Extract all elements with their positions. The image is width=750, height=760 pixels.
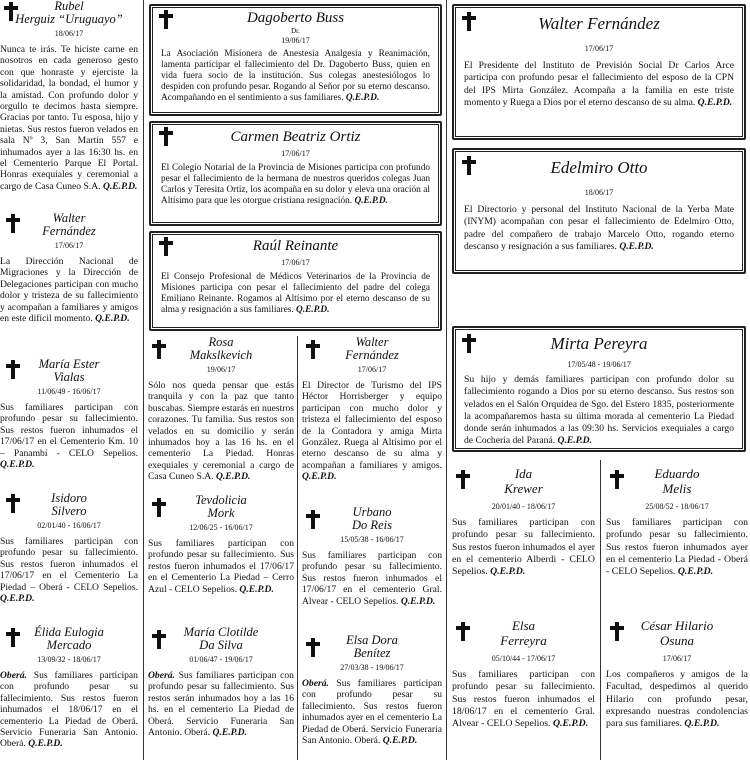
date: 17/06/17: [357, 365, 387, 374]
deceased-name: Urbano Do Reis: [352, 505, 392, 532]
date: 17/05/48 - 19/06/17: [567, 360, 631, 369]
obituary-rubel-herguiz: [0, 0, 138, 192]
obituary-maria-clotilde-da-silva: [148, 626, 294, 738]
cross-icon: [462, 334, 476, 353]
deceased-name: Mirta Pereyra: [550, 334, 648, 353]
cross-icon: [6, 360, 20, 379]
cross-icon: [610, 470, 624, 489]
date: 01/06/47 - 19/06/17: [189, 655, 253, 664]
cross-icon: [6, 214, 20, 233]
cross-icon: [159, 127, 173, 146]
date: 02/01/40 - 16/06/17: [37, 521, 101, 530]
date: 05/10/44 - 17/06/17: [491, 654, 556, 663]
date: 17/06/17: [54, 241, 84, 250]
obituary-elida-mercado: [0, 626, 138, 750]
boxed-obituary-walter-fernandez-ips: [452, 4, 746, 140]
boxed-obituary-carmen-ortiz: [149, 121, 442, 226]
obituary-eduardo-melis: [606, 466, 748, 578]
date: 17/06/17: [281, 258, 310, 267]
obituary-maria-ester-vialas: [0, 358, 138, 470]
date: 25/08/52 - 18/06/17: [645, 502, 709, 511]
obituary-tevdolicia-mork: [148, 494, 294, 595]
deceased-name: Ida Krewer: [504, 466, 543, 496]
obituary-rosa-makslkevich: [148, 336, 294, 483]
date: 17/06/17: [584, 44, 614, 53]
notice-text: Sus familiares participan con profundo pesar su fallecimiento. Sus restos fueron inhumados el 17/06/17 en el Cementerio La Piedad – Cerro Azul - CELO Sepelios. Q.E.P.D.: [148, 538, 294, 595]
cross-icon: [456, 622, 470, 641]
boxed-obituary-dagoberto-buss: [149, 4, 442, 116]
obituary-elsa-dora-benitez: [302, 634, 442, 746]
obituary-urbano-do-reis: [302, 506, 442, 607]
deceased-name: Walter Fernández: [538, 14, 660, 33]
notice-text: El Presidente del Instituto de Previsión Social Dr Carlos Arce participa con profundo pesar el fallecimiento del esposo de la CPN del IPS Mirta González. Acompaña a la familia en este triste momento y Ruega a Dios por el eterno descanso de su alma. Q.E.P.D.: [464, 60, 734, 108]
deceased-name: Raúl Reinante: [252, 238, 339, 254]
date: 27/03/38 - 19/06/17: [340, 663, 404, 672]
notice-text: Sus familiares participan con profundo pesar su fallecimiento. Sus restos fueron inhumados ayer en el cementerio La Piedad - Oberá - CELO Sepelios. Q.E.P.D.: [606, 517, 748, 578]
deceased-name: Rubel Herguiz “Uruguayo”: [15, 0, 123, 26]
boxed-obituary-mirta-pereyra: [452, 326, 746, 452]
notice-text: Sus familiares participan con profundo pesar su fallecimiento. Sus restos fueron inhumados el 17/06/17 en el Cementerio La Piedad – Oberá - CELO Sepelios. Q.E.P.D.: [0, 536, 138, 605]
notice-text: La Dirección Nacional de Migraciones y la Dirección de Delegaciones participan con mucho dolor y tristeza de su fallecimiento y acompañan a familiares y amigos en este difícil momento. Q.E.P.D.: [0, 256, 138, 325]
deceased-name: Carmen Beatriz Ortiz: [230, 129, 361, 145]
deceased-name: Edelmiro Otto: [550, 158, 648, 177]
notice-text: La Asociación Misionera de Anestesia Analgesia y Reanimación, lamenta participar el fallecimiento del Dr. Dagoberto Buss, quien en vida fuera socio de la institución. Sus colegas anestesiólogos lo despiden con profundo pesar. Rogando al Señor por su eterno descanso. Acompañando en el sentimiento a sus familiares. Q.E.P.D.: [161, 49, 430, 103]
notice-text: El Directorio y personal del Instituto Nacional de la Yerba Mate (INYM) acompañan con pesar el fallecimiento de Edelmiro Otto, padre del compañero de trabajo Marcelo Otto, rogando eterno descanso y resignación a sus familiares. Q.E.P.D.: [464, 204, 734, 252]
notice-text: El Colegio Notarial de la Provincia de Misiones participa con profundo pesar el fallecimiento de la hermana de nuestros queridos colegas Juan Carlos y Teresita Ortiz, los acompaña en su dolor y eleva una oración al Altísimo para que les otorgue cristiana resignación. Q.E.P.D.: [161, 163, 430, 206]
deceased-name: Isidoro Silvero: [51, 491, 87, 518]
date: 18/06/17: [584, 188, 614, 197]
cross-icon: [159, 10, 173, 29]
notice-text: El Consejo Profesional de Médicos Veterinarios de la Provincia de Misiones participa con pesar el fallecimiento del padre del colega Emiliano Reinante. Rogamos al Altísimo por el eterno descanso de su alma y resignación a sus familiares. Q.E.P.D.: [161, 272, 430, 315]
cross-icon: [6, 494, 20, 513]
cross-icon: [306, 340, 320, 359]
notice-text: Oberá. Sus familiares participan con profundo pesar su fallecimiento. Sus restos serán inhumados hoy a las 16 hs. en el cementerio La Piedad de Oberá. Servicio Funeraria San Antonio. Oberá. Q.E.P.D.: [148, 670, 294, 739]
date: 17/06/17: [281, 149, 310, 158]
notice-text: Sólo nos queda pensar que estás tranquila y con la paz que tanto buscabas. Siempre estarás en nuestros corazones. Tu familia. Sus restos son velados en su domicilio y serán inhumados hoy a las 16 hs. en el cementerio La Piedad. Honras exequiales y ceremonial a cargo de Casa Cuneo S.A. Q.E.P.D.: [148, 380, 294, 483]
boxed-obituary-edelmiro-otto: [452, 148, 746, 274]
obituary-isidoro-silvero: [0, 492, 138, 604]
notice-text: Sus familiares participan con profundo pesar su fallecimiento. Sus restos fueron inhumados el 18/06/17 en el cementerio Gral. Alvear - CELO Sepelios. Q.E.P.D.: [452, 669, 595, 730]
date: 13/09/32 - 18/06/17: [37, 655, 101, 664]
cross-icon: [152, 630, 166, 649]
deceased-name: Elsa Ferreyra: [500, 618, 547, 648]
deceased-name: Élida Eulogia Mercado: [34, 625, 104, 652]
deceased-name: Walter Fernández: [42, 211, 96, 238]
notice-text: El Director de Turismo del IPS Héctor Horrisberger y equipo participan con mucho dolor y tristeza el fallecimiento del esposo de la Contadora y amiga Mirta González. Ruega al Altísimo por el eterno descanso de su alma y acompañan a familiares y amigos. Q.E.P.D.: [302, 380, 442, 483]
obituary-cesar-osuna: [606, 618, 748, 730]
cross-icon: [610, 622, 624, 641]
date: 11/06/49 - 16/06/17: [37, 387, 101, 396]
notice-text: Sus familiares participan con profundo pesar su fallecimiento. Sus restos fueron inhumados el 17/06/17 en el cementerio Gral. Alvear - CELO Sepelios. Q.E.P.D.: [302, 550, 442, 607]
deceased-name: Walter Fernández: [345, 335, 399, 362]
deceased-name: María Clotilde Da Silva: [183, 625, 259, 652]
notice-text: Oberá. Sus familiares participan con profundo pesar su fallecimiento. Sus restos fueron inhumados el 18/06/17 en el cementerio La Piedad de Oberá. Servicio Funeraria San Antonio. Oberá. Q.E.P.D.: [0, 670, 138, 750]
cross-icon: [6, 628, 20, 647]
date: 17/06/17: [662, 654, 692, 663]
obituary-elsa-ferreyra: [452, 618, 595, 730]
cross-icon: [462, 156, 476, 175]
deceased-name: Tevdolicia Mork: [195, 493, 247, 520]
cross-icon: [306, 510, 320, 529]
notice-text: Sus familiares participan con profundo pesar su fallecimiento. Sus restos fueron inhumados el ayer en el cementerio Alberdi - CELO Sepelios. Q.E.P.D.: [452, 517, 595, 578]
obituary-walter-fernandez-1: [0, 212, 138, 324]
date: 19/06/17: [206, 365, 236, 374]
deceased-name: Elsa Dora Benítez: [346, 633, 398, 660]
notice-text: Nunca te irás. Te hiciste carne en nosotros en cada generoso gesto con que honraste y ejerciste la solidaridad, la bondad, el humor y la amistad. Con profundo dolor y orgullo te decimos hasta siempre. Gracias por tanto. Tu esposa, hijo y nietas. Sus restos fueron velados en sala Nº 3, San Martín 557 e inhumados ayer a las 16:30 hs. en el Cementerio Parque El Portal. Honras exequiales y ceremonial a cargo de Casa Cuneo S.A. Q.E.P.D.: [0, 44, 138, 192]
cross-icon: [152, 340, 166, 359]
deceased-name: Rosa Makslkevich: [189, 335, 253, 362]
deceased-name: Eduardo Melis: [654, 466, 700, 496]
obituary-ida-krewer: [452, 466, 595, 578]
boxed-obituary-raul-reinante: [149, 231, 442, 331]
deceased-name: Dagoberto Buss: [246, 10, 345, 26]
column-divider: [600, 460, 601, 760]
notice-text: Oberá. Sus familiares participan con profundo pesar su fallecimiento. Sus restos fueron inhumados ayer en el cementerio La Piedad de Oberá. Servicio Funeraria San Antonio. Oberá. Q.E.P.D.: [302, 678, 442, 747]
column-divider: [446, 0, 447, 760]
date: 19/06/17: [281, 36, 310, 45]
notice-text: Sus familiares participan con profundo pesar su fallecimiento. Sus restos fueron inhumados el 17/06/17 en el Cementerio Km. 10 – Panambí - CELO Sepelios. Q.E.P.D.: [0, 402, 138, 471]
cross-icon: [456, 470, 470, 489]
deceased-name: María Ester Vialas: [38, 357, 100, 384]
title-prefix: Dr.: [291, 27, 300, 35]
date: 18/06/17: [54, 29, 84, 38]
cross-icon: [159, 237, 173, 256]
column-divider: [143, 0, 144, 760]
obituary-walter-fernandez-2: [302, 336, 442, 483]
notice-text: Los compañeros y amigos de la Facultad, despedimos al querido Hilario con profundo pesar, expresando nuestras condolencias para sus familiares. Q.E.P.D.: [606, 669, 748, 730]
column-divider: [297, 336, 298, 760]
cross-icon: [4, 2, 18, 21]
cross-icon: [152, 498, 166, 517]
notice-text: Su hijo y demás familiares participan con profundo dolor su fallecimiento rogando a Dios por su eterno descanso. Sus restos son velados en el Salón Orquídea de Sgo. del Estero 1835, posteriormente la acompañaremos hasta su última morada al cementerio La Piedad donde serán inhumados a las 09:30 hs. Servicios exequiales a cargo de Cochería del Paraná. Q.E.P.D.: [464, 374, 734, 447]
cross-icon: [462, 12, 476, 31]
date: 12/06/25 - 16/06/17: [189, 523, 253, 532]
date: 20/01/40 - 18/06/17: [491, 502, 556, 511]
cross-icon: [306, 638, 320, 657]
deceased-name: César Hilario Osuna: [640, 618, 714, 648]
date: 15/05/38 - 16/06/17: [340, 535, 404, 544]
